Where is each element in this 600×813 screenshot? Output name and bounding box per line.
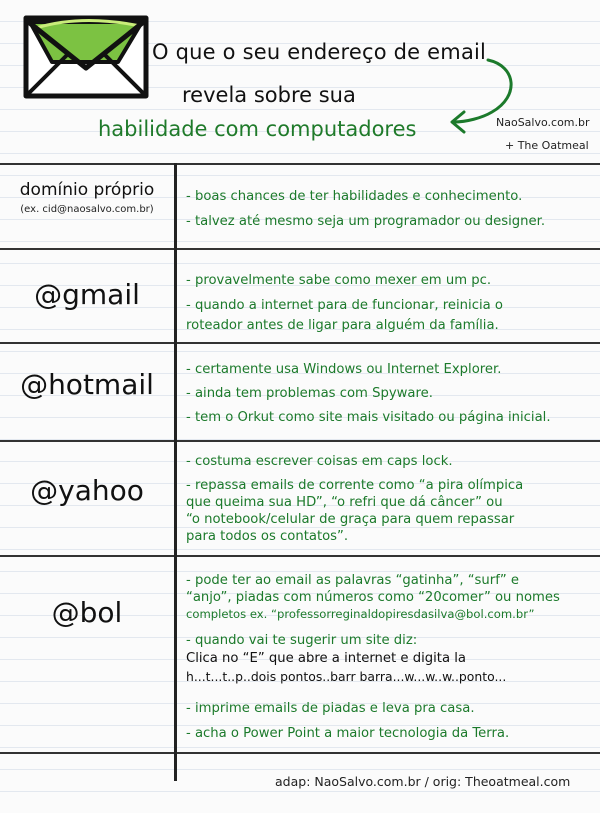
list-item: - quando a internet para de funcionar, reinicia o: [186, 298, 503, 313]
footer-credit: adap: NaoSalvo.com.br / orig: Theoatmeal.com: [275, 774, 571, 789]
list-item: “o notebook/celular de graça para quem repassar: [186, 512, 515, 527]
list-item: - ainda tem problemas com Spyware.: [186, 386, 433, 401]
row-divider: [0, 248, 600, 250]
section-label-own-domain: domínio próprio: [19, 180, 155, 200]
row-divider: [0, 555, 600, 557]
column-divider: [174, 163, 177, 781]
list-item: “anjo”, piadas com números como “20comer” ou nomes: [186, 590, 560, 605]
list-item: que queima sua HD”, “o refri que dá câncer” ou: [186, 495, 503, 510]
list-item: roteador antes de ligar para alguém da família.: [186, 318, 499, 333]
list-item: - acha o Power Point a maior tecnologia da Terra.: [186, 726, 510, 741]
list-item: - tem o Orkut como site mais visitado ou página inicial.: [186, 410, 551, 425]
list-item: - talvez até mesmo seja um programador ou designer.: [186, 214, 546, 229]
title-line-3: habilidade com computadores: [98, 117, 417, 141]
list-item: - quando vai te sugerir um site diz:: [186, 633, 418, 648]
list-item: completos ex. “professorreginaldopiresdasilva@bol.com.br”: [186, 607, 535, 621]
section-label-hotmail: @hotmail: [20, 368, 154, 401]
table-bottom-rule: [0, 752, 600, 754]
list-item: - repassa emails de corrente como “a pira olímpica: [186, 478, 524, 493]
title-line-1: O que o seu endereço de email: [152, 40, 487, 64]
list-item: Clica no “E” que abre a internet e digita la: [186, 651, 466, 666]
section-label-gmail: @gmail: [34, 278, 140, 311]
list-item: - provavelmente sabe como mexer em um pc.: [186, 273, 492, 288]
credit-oatmeal: + The Oatmeal: [505, 139, 589, 152]
list-item: - costuma escrever coisas em caps lock.: [186, 454, 453, 469]
list-item: - pode ter ao email as palavras “gatinha”, “surf” e: [186, 573, 519, 588]
row-divider: [0, 342, 600, 344]
section-label-yahoo: @yahoo: [30, 474, 144, 507]
envelope-icon: [22, 10, 150, 102]
list-item: - imprime emails de piadas e leva pra casa.: [186, 701, 475, 716]
title-line-2: revela sobre sua: [182, 83, 356, 107]
row-divider: [0, 440, 600, 442]
list-item: - certamente usa Windows ou Internet Explorer.: [186, 362, 502, 377]
section-label-bol: @bol: [51, 596, 123, 629]
section-example-own-domain: (ex. cid@naosalvo.com.br): [20, 204, 154, 215]
credit-site: NaoSalvo.com.br: [496, 116, 590, 129]
list-item: para todos os contatos”.: [186, 529, 349, 544]
table-top-rule: [0, 163, 600, 165]
list-item: - boas chances de ter habilidades e conhecimento.: [186, 189, 523, 204]
list-item: h...t...t..p..dois pontos..barr barra...w...w..w..ponto...: [186, 669, 507, 684]
